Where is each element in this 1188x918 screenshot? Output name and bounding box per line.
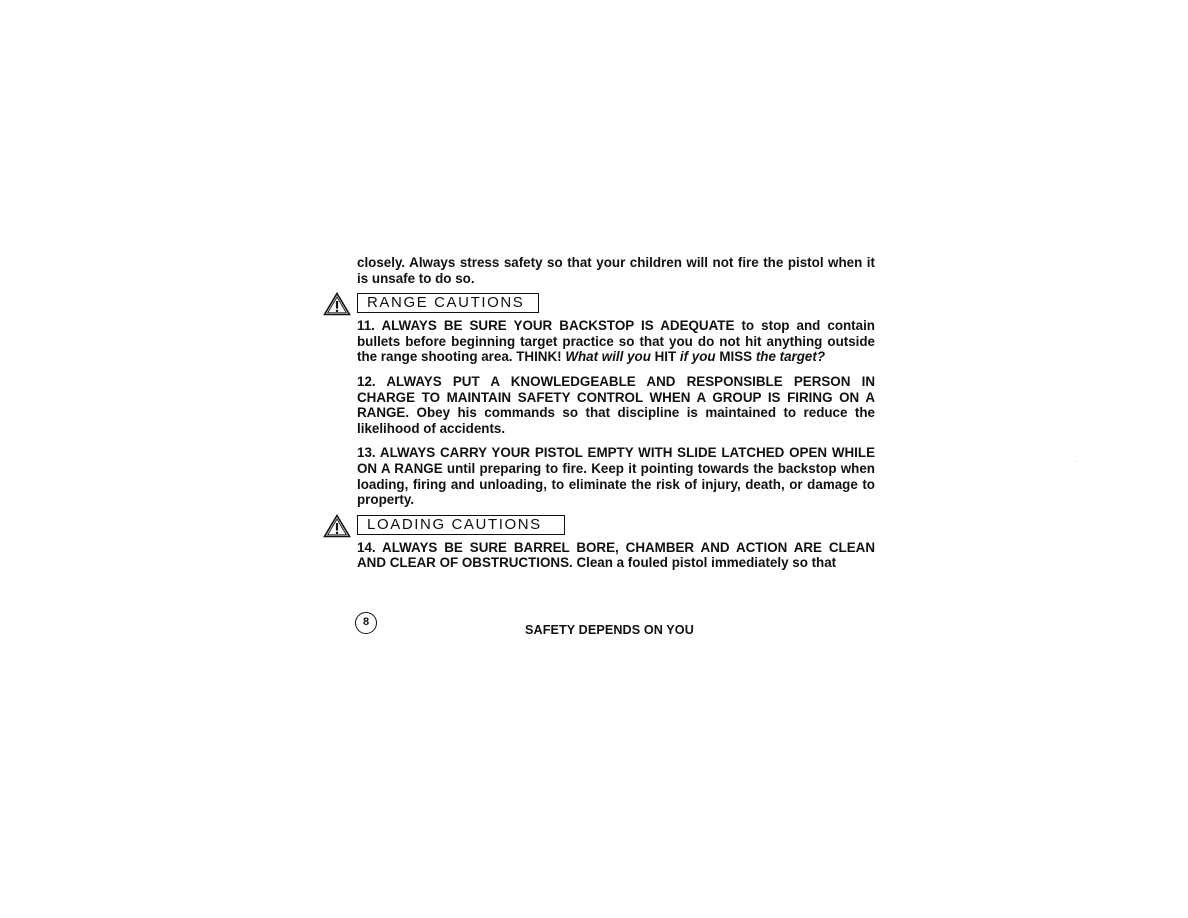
caution-item-11-mid-2: MISS [715,349,756,365]
caution-item-14: 14. ALWAYS BE SURE BARREL BORE, CHAMBER AND ACTION ARE CLEAN AND CLEAR OF OBSTRUCTIONS. Clean a fouled pistol immediately so that [357,539,875,571]
caution-item-13: 13. ALWAYS CARRY YOUR PISTOL EMPTY WITH SLIDE LATCHED OPEN WHILE ON A RANGE until preparing to fire. Keep it pointing towards the backstop when loading, firing and unloading, to eliminate the risk of injury, death, or damage to property. [357,445,875,508]
warning-triangle-icon [323,292,351,316]
footer-slogan: SAFETY DEPENDS ON YOU [525,623,694,637]
manual-page-body [357,255,875,571]
loading-cautions-heading: LOADING CAUTIONS [357,515,565,535]
page-number: 8 [355,612,377,634]
range-cautions-heading: RANGE CAUTIONS [357,293,539,313]
caution-item-11-mid: HIT [650,349,680,365]
caution-item-12: 12. ALWAYS PUT A KNOWLEDGEABLE AND RESPONSIBLE PERSON IN CHARGE TO MAINTAIN SAFETY CONTROL WHEN A GROUP IS FIRING ON A RANGE. Obey his commands so that discipline is maintained to reduce the likelihood of accidents. [357,373,875,436]
caution-item-11-italic-3: the target? [755,349,826,365]
caution-item-11-text: 11. ALWAYS BE SURE YOUR BACKSTOP IS ADEQUATE to stop and contain bullets before beginning target practice so that you do not hit anything outside the range shooting area. THINK! [357,318,875,365]
loading-cautions-header [357,514,875,538]
scan-speck [1076,461,1077,462]
caution-item-11 [357,318,875,365]
range-cautions-header [357,292,875,316]
intro-paragraph: closely. Always stress safety so that your children will not fire the pistol when it is unsafe to do so. [357,255,875,286]
warning-triangle-icon [323,514,351,538]
caution-item-11-italic-1: What will you [565,349,651,365]
caution-item-11-italic-2: if you [679,349,716,365]
page-footer [355,612,875,636]
